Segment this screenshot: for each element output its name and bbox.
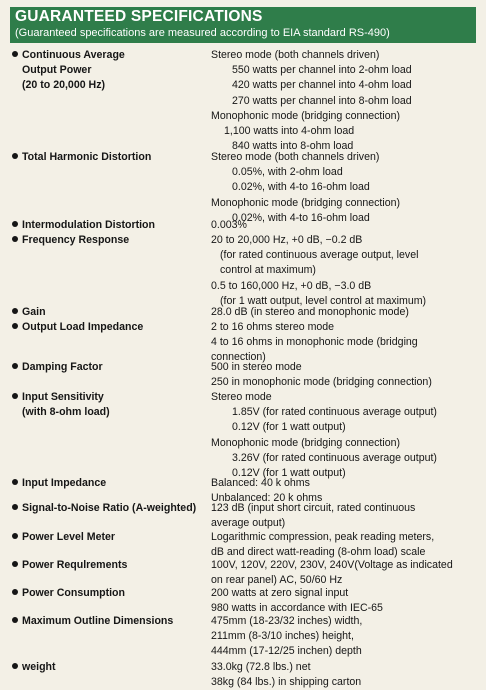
bullet-icon [12,363,18,369]
spec-label [12,614,212,629]
spec-value: Balanced: 40 k ohms [211,477,310,489]
spec-header [10,7,476,43]
spec-value: 980 watts in accordance with IEC-65 [211,602,383,615]
spec-value: 38kg (84 lbs.) in shipping carton [211,676,362,689]
spec-label-line [12,390,212,405]
bullet-icon [12,617,18,623]
spec-label-text: Power Consumption [22,587,125,599]
spec-label-text: Total Harmonic Distortion [22,151,152,163]
spec-label-line [12,218,212,233]
spec-value: 840 watts into 8-ohm load [232,140,354,153]
spec-label-line [12,48,212,63]
spec-values [211,150,479,226]
spec-label [12,320,212,335]
spec-label [12,476,212,491]
spec-value: (for 1 watt output, level control at maximum) [220,294,427,307]
spec-value: 1.85V (for rated continuous average output) [232,406,437,419]
bullet-icon [12,153,18,159]
spec-value: 1,100 watts into 4-ohm load [224,125,355,138]
spec-value: 4 to 16 ohms in monophonic mode (bridging [211,336,418,349]
bullet-icon [12,533,18,539]
bullet-icon [12,323,18,329]
spec-label-line [12,660,212,675]
spec-value: 0.003% [211,219,247,231]
spec-value: 270 watts per channel into 8-ohm load [232,94,412,107]
spec-value: 33.0kg (72.8 lbs.) net [211,661,311,673]
spec-label-text: Power Level Meter [22,531,116,543]
spec-values [211,233,479,309]
spec-value: 0.05%, with 2-ohm load [232,166,343,179]
spec-label [12,150,212,165]
spec-label-text: Maximum Outline Dimensions [22,615,174,627]
spec-values [211,586,479,616]
spec-label-text: Input Impedance [22,477,107,489]
spec-values [211,530,479,560]
bullet-icon [12,504,18,510]
spec-value: 0.12V (for 1 watt output) [232,467,346,480]
spec-label-line [12,501,212,516]
spec-label [12,558,212,573]
spec-values [211,48,479,154]
bullet-icon [12,589,18,595]
spec-label-line [12,405,212,420]
spec-label-line [12,305,212,320]
spec-values [211,501,479,531]
spec-label-text: Continuous Average [22,49,125,61]
spec-value: 123 dB (input short circuit, rated continuous [211,502,416,514]
spec-label [12,305,212,320]
bullet-icon [12,221,18,227]
spec-label-text: (with 8-ohm load) [22,406,110,419]
spec-values [211,660,479,690]
bullet-icon [12,308,18,314]
spec-label-line [12,150,212,165]
spec-label-text: (20 to 20,000 Hz) [22,79,106,92]
bullet-icon [12,51,18,57]
spec-label-text: Output Load Impedance [22,321,144,333]
spec-value: 550 watts per channel into 2-ohm load [232,64,412,77]
spec-values [211,614,479,660]
spec-label-text: Signal-to-Noise Ratio (A-weighted) [22,502,197,514]
spec-label [12,390,212,420]
spec-label [12,360,212,375]
spec-value: control at maximum) [220,264,316,277]
spec-value: 444mm (17-12/25 inchen) depth [211,645,362,658]
spec-values [211,218,479,233]
bullet-icon [12,236,18,242]
spec-value: 0.02%, with 4-to 16-ohm load [232,211,370,224]
spec-label-line [12,476,212,491]
spec-values [211,320,479,366]
spec-value: 3.26V (for rated continuous average output) [232,451,437,464]
page-subtitle: (Guaranteed specifications are measured according to EIA standard RS-490) [15,27,390,39]
spec-value: 20 to 20,000 Hz, +0 dB, −0.2 dB [211,234,363,246]
spec-value: 28.0 dB (in stereo and monophonic mode) [211,306,409,318]
spec-value: 211mm (8-3/10 inches) height, [211,630,354,643]
spec-value: Monophonic mode (bridging connection) [211,109,401,122]
spec-label-text: Frequency Response [22,234,130,246]
spec-value: Logarithmic compression, peak reading meters, [211,531,435,543]
bullet-icon [12,663,18,669]
spec-value: (for rated continuous average output, level [220,249,419,262]
spec-label [12,48,212,94]
spec-label-text: Power Requlrements [22,559,128,571]
spec-label-line [12,614,212,629]
spec-value: Stereo mode (both channels driven) [211,151,380,163]
spec-label-text: Gain [22,306,46,318]
spec-label [12,530,212,545]
bullet-icon [12,479,18,485]
spec-label [12,660,212,675]
spec-label-text: Input Sensitivity [22,391,104,403]
page-title: GUARANTEED SPECIFICATIONS [15,8,263,25]
spec-label-line [12,233,212,248]
spec-label [12,218,212,233]
spec-value: 475mm (18-23/32 inches) width, [211,615,363,627]
spec-value: 500 in stereo mode [211,361,302,373]
spec-label-text: Intermodulation Distortion [22,219,156,231]
spec-values [211,360,479,390]
spec-value: Monophonic mode (bridging connection) [211,196,401,209]
spec-label-line [12,530,212,545]
spec-value: average output) [211,517,286,530]
spec-label-line [12,63,212,78]
spec-value: 2 to 16 ohms stereo mode [211,321,335,333]
spec-value: Stereo mode [211,391,272,403]
spec-values [211,558,479,588]
spec-value: Monophonic mode (bridging connection) [211,436,401,449]
spec-value: dB and direct watt-reading (8-ohm load) scale [211,546,426,559]
spec-values [211,390,479,481]
spec-label-text: Damping Factor [22,361,103,373]
spec-values [211,305,479,320]
spec-value: 250 in monophonic mode (bridging connection) [211,376,432,389]
spec-value: 100V, 120V, 220V, 230V, 240V(Voltage as indicated [211,559,453,571]
spec-value: 0.12V (for 1 watt output) [232,421,346,434]
spec-value: on rear panel) AC, 50/60 Hz [211,574,343,587]
spec-value: 420 watts per channel into 4-ohm load [232,79,412,92]
spec-value: 0.5 to 160,000 Hz, +0 dB, −3.0 dB [211,279,372,292]
spec-value: Unbalanced: 20 k ohms [211,492,323,505]
spec-value: 200 watts at zero signal input [211,587,349,599]
spec-label-line [12,78,212,93]
spec-label-text: weight [22,661,56,673]
spec-label-line [12,586,212,601]
spec-label-line [12,360,212,375]
spec-value: 0.02%, with 4-to 16-ohm load [232,181,370,194]
spec-label [12,501,212,516]
spec-label-line [12,558,212,573]
bullet-icon [12,393,18,399]
spec-value: connection) [211,351,266,364]
bullet-icon [12,561,18,567]
spec-value: Stereo mode (both channels driven) [211,49,380,61]
spec-label [12,586,212,601]
spec-label-line [12,320,212,335]
spec-label [12,233,212,248]
spec-label-text: Output Power [22,64,92,77]
